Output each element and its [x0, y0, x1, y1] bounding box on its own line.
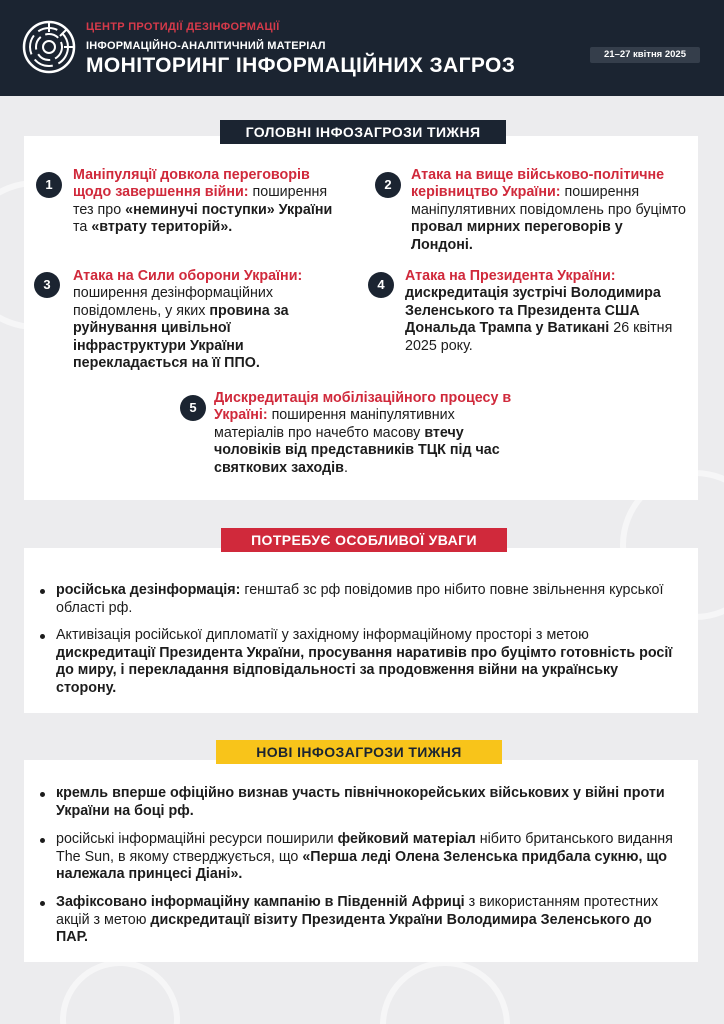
new-threat-item-2: російські інформаційні ресурси поширили фейковий матеріал нібито британського видання The Sun, в якому стверджується, що «Перша леді Олена Зеленська придбала сукню, що належала принцесі Діані». [56, 831, 676, 884]
threat-title-4: Атака на Президента України: [405, 268, 616, 284]
new-threat-item-1: кремль вперше офіційно визнав участь північнокорейських військових у війні проти України на боці рф. [56, 785, 676, 820]
threat-text-4: Атака на Президента України: дискредитація зустрічі Володимира Зеленського та Президента США Дональда Трампа у Ватикані 26 квітня 2025 року. [405, 268, 673, 354]
threat-number-3: 3 [34, 272, 60, 298]
threat-text-2: Атака на вище військово-політичне керівництво України: поширення маніпулятивних повідомлень про буцімто провал мирних переговорів у Лондоні. [411, 167, 687, 253]
threat-number-5: 5 [180, 395, 206, 421]
attention-item-2: Активізація російської дипломатії у західному інформаційному просторі з метою дискредитації Президента України, просування наративів про буцімто готовність росії до миру, і перекладання відповідальності за продовження війни на українську сторону. [56, 627, 676, 697]
logo-icon [22, 20, 76, 74]
new-threat-item-3: Зафіксовано інформаційну кампанію в Південній Африці з використанням протестних акцій з метою дискредитації візиту Президента України Володимира Зеленського до ПАР. [56, 894, 676, 947]
threat-title-1: Маніпуляції довкола переговорів щодо завершення війни: [73, 167, 310, 201]
threat-number-1: 1 [36, 172, 62, 198]
document-subtitle: ІНФОРМАЦІЙНО-АНАЛІТИЧНИЙ МАТЕРІАЛ [86, 40, 326, 52]
attention-item-1: російська дезінформація: генштаб зс рф повідомив про нібито повне звільнення курської області рф. [56, 582, 676, 617]
threat-text-3: Атака на Сили оборони України: поширення дезінформаційних повідомлень, у яких провина за руйнування цивільної інфраструктури України перекладається на її ППО. [73, 268, 303, 372]
threat-title-5: Дискредитація мобілізаційного процесу в Україні: [214, 390, 512, 424]
date-badge: 21–27 квітня 2025 [590, 47, 700, 63]
threat-title-3: Атака на Сили оборони України: [73, 268, 303, 284]
main-threats-heading: ГОЛОВНІ ІНФОЗАГРОЗИ ТИЖНЯ [220, 120, 506, 144]
threat-text-1: Маніпуляції довкола переговорів щодо завершення війни: поширення тез про «неминучі поступки» України та «втрату територій». [73, 167, 333, 236]
page-header [0, 0, 724, 96]
new-threats-heading: НОВІ ІНФОЗАГРОЗИ ТИЖНЯ [216, 740, 502, 764]
background-decoration [380, 960, 510, 1024]
threat-number-2: 2 [375, 172, 401, 198]
attention-heading: ПОТРЕБУЄ ОСОБЛИВОЇ УВАГИ [221, 528, 507, 552]
background-decoration [60, 960, 180, 1024]
organization-name: ЦЕНТР ПРОТИДІЇ ДЕЗІНФОРМАЦІЇ [86, 21, 280, 33]
threat-number-4: 4 [368, 272, 394, 298]
document-title: МОНІТОРИНГ ІНФОРМАЦІЙНИХ ЗАГРОЗ [86, 54, 516, 77]
threat-text-5: Дискредитація мобілізаційного процесу в Україні: поширення маніпулятивних матеріалів про начебто масову втечу чоловіків від представників ТЦК під час святкових заходів. [214, 390, 512, 476]
threat-title-2: Атака на вище військово-політичне керівництво України: [411, 167, 665, 201]
